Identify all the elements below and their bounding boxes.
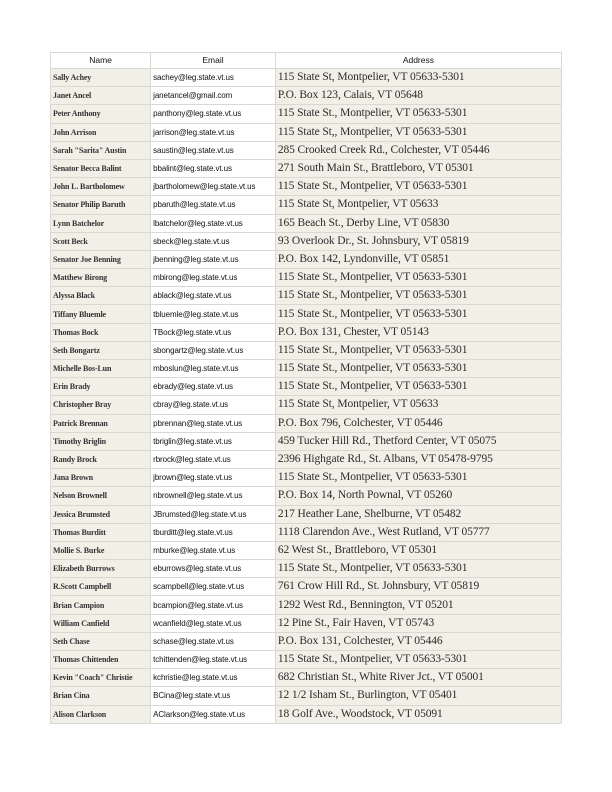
cell-address: 115 State St,, Montpelier, VT 05633-5301	[275, 123, 561, 141]
column-header-address: Address	[275, 53, 561, 69]
cell-name: Alyssa Black	[51, 287, 151, 305]
cell-address: 12 1/2 Isham St., Burlington, VT 05401	[275, 687, 561, 705]
cell-name: John Arrison	[51, 123, 151, 141]
table-row	[51, 687, 562, 705]
column-header-name: Name	[51, 53, 151, 69]
table-body	[51, 69, 562, 724]
cell-name: Peter Anthony	[51, 105, 151, 123]
cell-name: William Canfield	[51, 614, 151, 632]
table-row	[51, 250, 562, 268]
cell-address: 217 Heather Lane, Shelburne, VT 05482	[275, 505, 561, 523]
cell-name: Randy Brock	[51, 450, 151, 468]
cell-address: 165 Beach St., Derby Line, VT 05830	[275, 214, 561, 232]
cell-name: Timothy Briglin	[51, 432, 151, 450]
cell-address: P.O. Box 123, Calais, VT 05648	[275, 87, 561, 105]
cell-name: Lynn Batchelor	[51, 214, 151, 232]
cell-email[interactable]: lbatchelor@leg.state.vt.us	[151, 214, 276, 232]
table-row	[51, 105, 562, 123]
cell-name: Patrick Brennan	[51, 414, 151, 432]
table-row	[51, 396, 562, 414]
cell-email[interactable]: scampbell@leg.state.vt.us	[151, 578, 276, 596]
cell-name: Sally Achey	[51, 69, 151, 87]
cell-name: Scott Beck	[51, 232, 151, 250]
table-row	[51, 705, 562, 723]
cell-address: P.O. Box 131, Colchester, VT 05446	[275, 632, 561, 650]
cell-name: Thomas Bock	[51, 323, 151, 341]
cell-email[interactable]: sbeck@leg.state.vt.us	[151, 232, 276, 250]
cell-email[interactable]: jbenning@leg.state.vt.us	[151, 250, 276, 268]
cell-email[interactable]: tchittenden@leg.state.vt.us	[151, 651, 276, 669]
cell-name: Brian Cina	[51, 687, 151, 705]
cell-address: 115 State St., Montpelier, VT 05633-5301	[275, 360, 561, 378]
table-row	[51, 432, 562, 450]
cell-email[interactable]: tbriglin@leg.state.vt.us	[151, 432, 276, 450]
table-row	[51, 523, 562, 541]
table-row	[51, 69, 562, 87]
cell-address: P.O. Box 14, North Pownal, VT 05260	[275, 487, 561, 505]
cell-email[interactable]: jbrown@leg.state.vt.us	[151, 469, 276, 487]
cell-email[interactable]: bbalint@leg.state.vt.us	[151, 159, 276, 177]
cell-email[interactable]: JBrumsted@leg.state.vt.us	[151, 505, 276, 523]
cell-name: Tiffany Bluemle	[51, 305, 151, 323]
cell-name: John L. Bartholomew	[51, 178, 151, 196]
cell-name: Thomas Burditt	[51, 523, 151, 541]
cell-address: 115 State St., Montpelier, VT 05633-5301	[275, 178, 561, 196]
table-row	[51, 141, 562, 159]
cell-address: 93 Overlook Dr., St. Johnsbury, VT 05819	[275, 232, 561, 250]
cell-name: Mollie S. Burke	[51, 541, 151, 559]
cell-email[interactable]: mbirong@leg.state.vt.us	[151, 269, 276, 287]
cell-name: Senator Becca Balint	[51, 159, 151, 177]
table-row	[51, 269, 562, 287]
cell-address: 115 State St., Montpelier, VT 05633-5301	[275, 305, 561, 323]
cell-email[interactable]: pbrennan@leg.state.vt.us	[151, 414, 276, 432]
cell-name: Christopher Bray	[51, 396, 151, 414]
table-row	[51, 360, 562, 378]
cell-email[interactable]: sbongartz@leg.state.vt.us	[151, 341, 276, 359]
header-row	[51, 53, 562, 69]
table-row	[51, 232, 562, 250]
cell-address: 459 Tucker Hill Rd., Thetford Center, VT 05075	[275, 432, 561, 450]
table-row	[51, 87, 562, 105]
contact-table	[50, 52, 562, 724]
cell-address: 761 Crow Hill Rd., St. Johnsbury, VT 05819	[275, 578, 561, 596]
cell-address: 115 State St., Montpelier, VT 05633-5301	[275, 341, 561, 359]
table-row	[51, 487, 562, 505]
cell-name: Alison Clarkson	[51, 705, 151, 723]
cell-email[interactable]: mburke@leg.state.vt.us	[151, 541, 276, 559]
cell-address: 271 South Main St., Brattleboro, VT 05301	[275, 159, 561, 177]
column-header-email: Email	[151, 53, 276, 69]
table-row	[51, 541, 562, 559]
cell-name: Nelson Brownell	[51, 487, 151, 505]
cell-name: Brian Campion	[51, 596, 151, 614]
cell-address: 115 State St, Montpelier, VT 05633-5301	[275, 69, 561, 87]
cell-address: 115 State St., Montpelier, VT 05633-5301	[275, 287, 561, 305]
cell-email[interactable]: AClarkson@leg.state.vt.us	[151, 705, 276, 723]
cell-email[interactable]: TBock@leg.state.vt.us	[151, 323, 276, 341]
cell-email[interactable]: BCina@leg.state.vt.us	[151, 687, 276, 705]
cell-address: P.O. Box 131, Chester, VT 05143	[275, 323, 561, 341]
table-row	[51, 505, 562, 523]
table-row	[51, 560, 562, 578]
cell-name: Elizabeth Burrows	[51, 560, 151, 578]
cell-name: Seth Bongartz	[51, 341, 151, 359]
table-row	[51, 159, 562, 177]
table-row	[51, 578, 562, 596]
cell-email[interactable]: kchristie@leg.state.vt.us	[151, 669, 276, 687]
cell-name: Thomas Chittenden	[51, 651, 151, 669]
table-row	[51, 287, 562, 305]
cell-name: Seth Chase	[51, 632, 151, 650]
cell-address: 115 State St., Montpelier, VT 05633-5301	[275, 105, 561, 123]
cell-address: 1292 West Rd., Bennington, VT 05201	[275, 596, 561, 614]
cell-name: Matthew Birong	[51, 269, 151, 287]
cell-name: Jessica Brumsted	[51, 505, 151, 523]
table-row	[51, 123, 562, 141]
cell-email[interactable]: schase@leg.state.vt.us	[151, 632, 276, 650]
cell-address: P.O. Box 796, Colchester, VT 05446	[275, 414, 561, 432]
cell-email[interactable]: ablack@leg.state.vt.us	[151, 287, 276, 305]
cell-address: 12 Pine St., Fair Haven, VT 05743	[275, 614, 561, 632]
table-row	[51, 450, 562, 468]
cell-address: 115 State St., Montpelier, VT 05633-5301	[275, 651, 561, 669]
cell-email[interactable]: rbrock@leg.state.vt.us	[151, 450, 276, 468]
table-row	[51, 323, 562, 341]
cell-address: 2396 Highgate Rd., St. Albans, VT 05478-9795	[275, 450, 561, 468]
cell-address: 1118 Clarendon Ave., West Rutland, VT 05777	[275, 523, 561, 541]
cell-email[interactable]: pbaruth@leg.state.vt.us	[151, 196, 276, 214]
cell-name: Senator Joe Benning	[51, 250, 151, 268]
cell-email[interactable]: mboslun@leg.state.vt.us	[151, 360, 276, 378]
cell-address: 115 State St, Montpelier, VT 05633	[275, 396, 561, 414]
cell-email[interactable]: wcanfield@leg.state.vt.us	[151, 614, 276, 632]
table-row	[51, 669, 562, 687]
cell-address: 115 State St., Montpelier, VT 05633-5301	[275, 560, 561, 578]
table-row	[51, 214, 562, 232]
cell-address: 285 Crooked Creek Rd., Colchester, VT 05446	[275, 141, 561, 159]
table-row	[51, 378, 562, 396]
cell-name: Janet Ancel	[51, 87, 151, 105]
table-row	[51, 651, 562, 669]
cell-address: 682 Christian St., White River Jct., VT 05001	[275, 669, 561, 687]
table-row	[51, 414, 562, 432]
cell-email[interactable]: jarrison@leg.state.vt.us	[151, 123, 276, 141]
cell-name: Jana Brown	[51, 469, 151, 487]
table-row	[51, 614, 562, 632]
cell-email[interactable]: eburrows@leg.state.vt.us	[151, 560, 276, 578]
cell-name: Michelle Bos-Lun	[51, 360, 151, 378]
table-row	[51, 341, 562, 359]
cell-email[interactable]: ebrady@leg.state.vt.us	[151, 378, 276, 396]
cell-address: 115 State St., Montpelier, VT 05633-5301	[275, 269, 561, 287]
cell-address: 18 Golf Ave., Woodstock, VT 05091	[275, 705, 561, 723]
cell-name: R.Scott Campbell	[51, 578, 151, 596]
cell-address: 115 State St., Montpelier, VT 05633-5301	[275, 469, 561, 487]
cell-email[interactable]: saustin@leg.state.vt.us	[151, 141, 276, 159]
table-row	[51, 305, 562, 323]
cell-email[interactable]: tburditt@leg.state.vt.us	[151, 523, 276, 541]
cell-email[interactable]: sachey@leg.state.vt.us	[151, 69, 276, 87]
cell-email[interactable]: jbartholomew@leg.state.vt.us	[151, 178, 276, 196]
cell-email[interactable]: bcampion@leg.state.vt.us	[151, 596, 276, 614]
cell-address: 115 State St, Montpelier, VT 05633	[275, 196, 561, 214]
cell-name: Kevin "Coach" Christie	[51, 669, 151, 687]
cell-name: Sarah "Sarita" Austin	[51, 141, 151, 159]
cell-address: 62 West St., Brattleboro, VT 05301	[275, 541, 561, 559]
cell-address: P.O. Box 142, Lyndonville, VT 05851	[275, 250, 561, 268]
table-row	[51, 596, 562, 614]
table-row	[51, 632, 562, 650]
cell-email[interactable]: tbluemle@leg.state.vt.us	[151, 305, 276, 323]
table-row	[51, 196, 562, 214]
cell-email[interactable]: cbray@leg.state.vt.us	[151, 396, 276, 414]
cell-name: Senator Philip Baruth	[51, 196, 151, 214]
table-row	[51, 469, 562, 487]
cell-email[interactable]: panthony@leg.state.vt.us	[151, 105, 276, 123]
cell-email[interactable]: janetancel@gmail.com	[151, 87, 276, 105]
table-row	[51, 178, 562, 196]
cell-email[interactable]: nbrownell@leg.state.vt.us	[151, 487, 276, 505]
cell-address: 115 State St., Montpelier, VT 05633-5301	[275, 378, 561, 396]
cell-name: Erin Brady	[51, 378, 151, 396]
